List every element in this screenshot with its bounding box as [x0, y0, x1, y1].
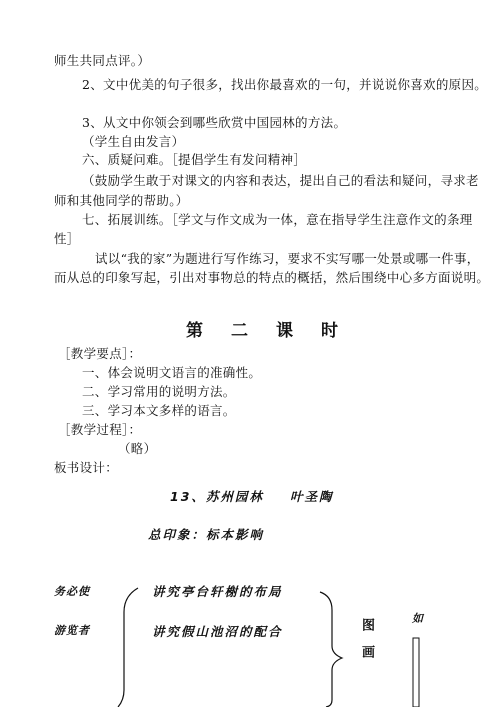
text-line: 七、拓展训练。［学文与作文成为一体，意在指导学生注意作文的条理 [82, 212, 473, 227]
board-left-label: 务必使 [54, 585, 90, 598]
text-line: （鼓励学生敢于对课文的内容和表达，提出自己的看法和疑问，寻求老 [82, 173, 479, 188]
process-label: ［教学过程］： [58, 422, 142, 437]
left-brace [118, 588, 138, 707]
text-line: 六、质疑问难。［提倡学生有发问精神］ [82, 152, 307, 167]
key-points-label: ［教学要点］： [58, 346, 142, 361]
board-label: 板书设计： [54, 460, 119, 475]
board-item: 讲究亭台轩榭的布局 [152, 584, 283, 599]
board-left-label: 游览者 [54, 624, 90, 637]
board-title: 13、苏州园林 [170, 489, 264, 504]
key-point-item: 三、学习本文多样的语言。 [82, 403, 236, 418]
text-line: 2、文中优美的句子很多，找出你最喜欢的一句，并说说你喜欢的原因。 [82, 77, 488, 92]
text-line: 3、从文中你领会到哪些欣赏中国园林的方法。 [82, 115, 347, 130]
text-line: 师和其他同学的帮助。） [54, 193, 189, 208]
right-brace [320, 592, 342, 707]
board-far-right-text: 如 [412, 612, 424, 625]
text-line: 性］ [54, 231, 80, 246]
board-item: 讲究假山池沼的配合 [152, 624, 283, 639]
key-point-item: 一、体会说明文语言的准确性。 [82, 365, 262, 380]
board-overall-impression: 总印象：标本影响 [148, 527, 265, 542]
key-point-item: 二、学习常用的说明方法。 [82, 384, 236, 399]
text-line: 师生共同点评。） [54, 53, 151, 68]
board-right-vertical-text: 图画 [359, 618, 374, 672]
board-author: 叶圣陶 [290, 489, 334, 504]
vertical-box [413, 638, 419, 707]
text-line: （学生自由发言） [82, 134, 185, 149]
section-title: 第二课时 [186, 321, 366, 341]
text-line: 试以“我的家”为题进行写作练习，要求不实写哪一处景或哪一件事， [95, 251, 480, 266]
text-line: 而从总的印象写起，引出对事物总的特点的概括，然后围绕中心多方面说明。 [54, 270, 490, 285]
process-note: （略） [118, 441, 157, 456]
